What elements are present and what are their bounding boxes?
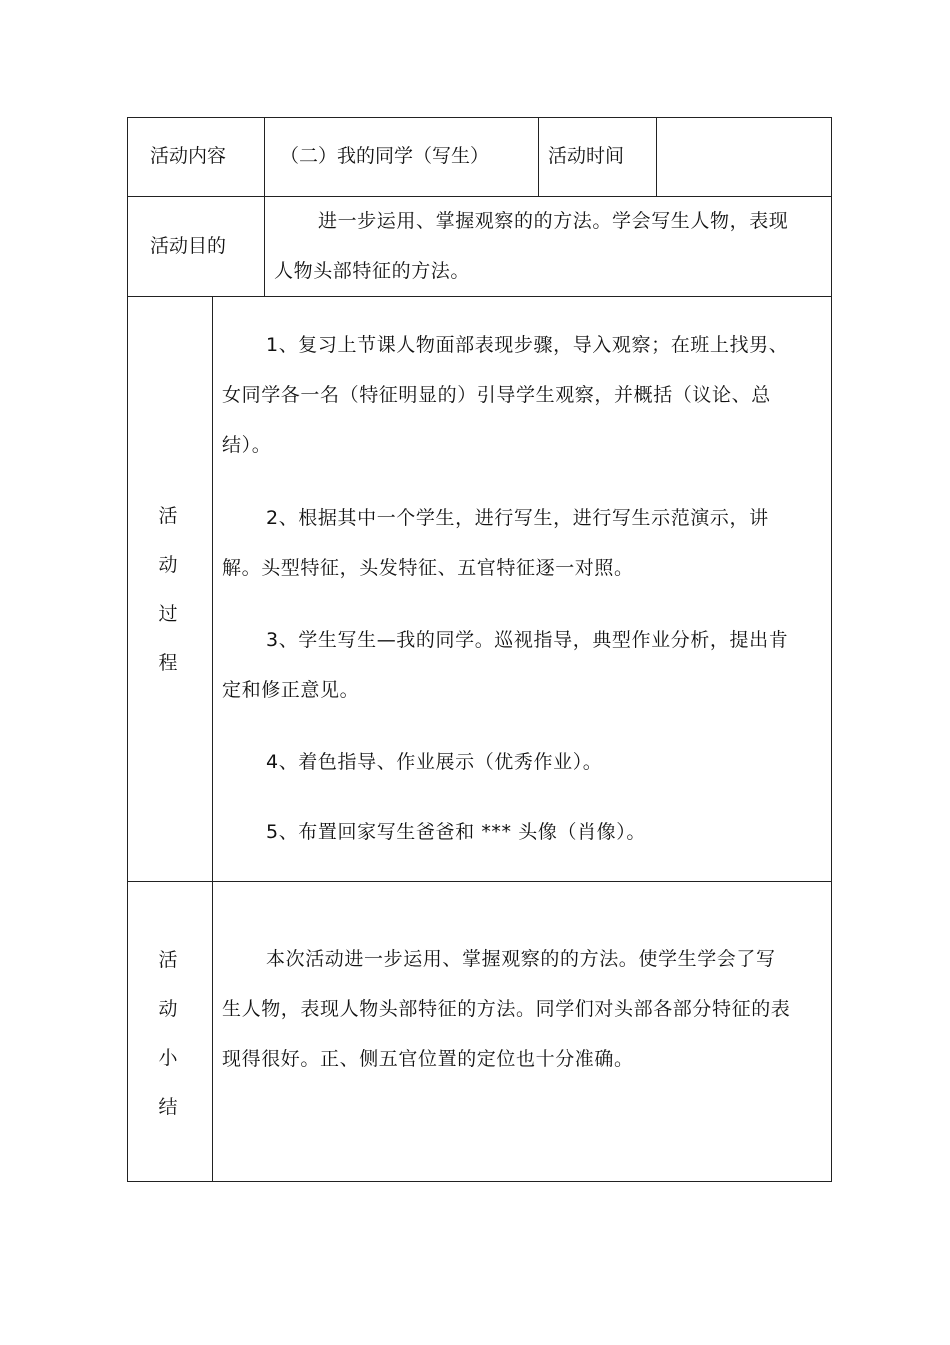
process-step-4: 4、着色指导、作业展示（优秀作业）。: [266, 751, 603, 773]
col-divider-time-value: [656, 117, 657, 197]
process-label-char: 程: [158, 652, 178, 674]
table-border-top: [127, 117, 832, 118]
row-divider-2: [127, 296, 832, 297]
process-step-5: 5、布置回家写生爸爸和 *** 头像（肖像）。: [266, 821, 646, 843]
col-divider-label: [264, 117, 265, 297]
activity-summary-content: 本次活动进一步运用、掌握观察的的方法。使学生学会了写生人物，表现人物头部特征的方法。同学们对头部各部分特征的表现得很好。正、侧五官位置的定位也十分准确。: [222, 948, 791, 1070]
process-step-3: 3、学生写生—我的同学。巡视指导，典型作业分析，提出肯定和修正意见。: [222, 629, 789, 701]
process-label-char: 过: [158, 603, 178, 625]
table-border-bottom: [127, 1181, 832, 1182]
table-border-right: [831, 117, 832, 1182]
activity-time-label: 活动时间: [548, 145, 625, 167]
process-step-1: 1、复习上节课人物面部表现步骤，导入观察；在班上找男、女同学各一名（特征明显的）引导学生观察，并概括（议论、总结）。: [222, 334, 789, 456]
process-label-char: 动: [158, 554, 178, 576]
activity-goal-content: 进一步运用、掌握观察的的方法。学会写生人物，表现人物头部特征的方法。: [274, 210, 789, 282]
col-divider-time-label: [538, 117, 539, 197]
col-divider-narrow: [212, 296, 213, 1182]
table-border-left: [127, 117, 128, 1182]
activity-summary-label: [156, 948, 180, 1144]
row-divider-3: [127, 881, 832, 882]
summary-label-char: 小: [158, 1047, 178, 1069]
activity-content-value: （二）我的同学（写生）: [280, 145, 490, 167]
summary-label-char: 结: [158, 1096, 178, 1118]
activity-content-label: 活动内容: [150, 145, 227, 167]
process-step-2: 2、根据其中一个学生，进行写生，进行写生示范演示，讲解。头型特征，头发特征、五官特征逐一对照。: [222, 507, 769, 579]
summary-label-char: 活: [158, 949, 178, 971]
summary-label-char: 动: [158, 998, 178, 1020]
activity-goal-label: 活动目的: [150, 235, 227, 257]
activity-process-label: [156, 504, 180, 700]
process-label-char: 活: [158, 505, 178, 527]
